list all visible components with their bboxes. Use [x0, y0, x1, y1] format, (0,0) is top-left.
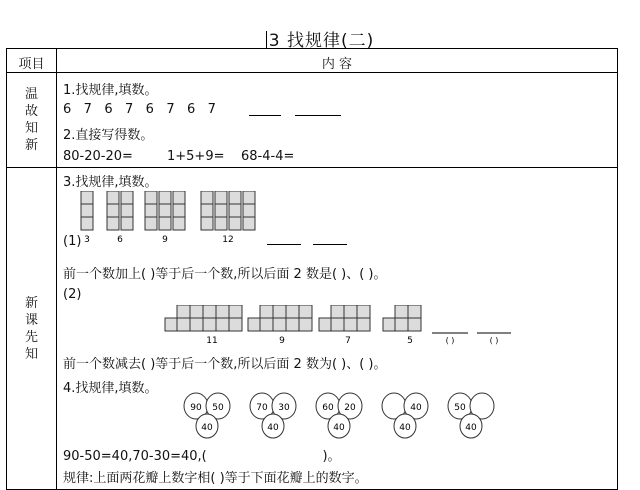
square-block — [273, 305, 286, 318]
calc-item: 80-20-20= — [63, 149, 133, 164]
square-block — [408, 305, 421, 318]
square-block — [243, 204, 255, 217]
petal-number: 60 — [322, 403, 334, 413]
square-block — [229, 217, 241, 230]
group-count-label: 11 — [206, 336, 218, 346]
part-2-text: 前一个数减去( )等于后一个数,所以后面 2 数为( )、( )。 — [63, 357, 387, 372]
part-2-label: (2) — [63, 287, 82, 302]
square-block — [165, 318, 177, 331]
square-block — [319, 318, 331, 331]
square-block — [201, 191, 213, 204]
answer-blank[interactable] — [295, 103, 341, 116]
header-divider — [7, 72, 617, 73]
answer-paren: ( ) — [445, 336, 455, 345]
square-block — [299, 305, 312, 318]
square-block — [145, 204, 157, 217]
header-item-label: 项目 — [18, 57, 45, 72]
square-block — [107, 191, 119, 204]
square-block — [159, 217, 171, 230]
group-count-label: 9 — [279, 336, 285, 346]
petal-number: 70 — [256, 403, 268, 413]
petal-number: 40 — [267, 423, 279, 433]
petal-number: 40 — [399, 423, 411, 433]
group-count-label: 6 — [117, 235, 123, 245]
page-title-text: 3 找规律(二) — [268, 31, 375, 51]
square-block — [344, 318, 357, 331]
square-block — [286, 305, 299, 318]
square-block — [395, 305, 408, 318]
square-groups-increasing — [77, 191, 277, 247]
square-block — [216, 318, 229, 331]
part-1-label: (1) — [63, 234, 82, 249]
square-block — [145, 191, 157, 204]
square-block — [203, 318, 216, 331]
square-block — [229, 318, 242, 331]
square-groups-decreasing — [162, 305, 512, 347]
square-block — [81, 191, 93, 204]
petal-number: 30 — [278, 403, 290, 413]
square-block — [383, 318, 395, 331]
square-block — [173, 204, 185, 217]
square-block — [344, 305, 357, 318]
group-count-label: 7 — [345, 336, 351, 346]
square-block — [121, 204, 133, 217]
petal-number: 20 — [344, 403, 356, 413]
answer-blank[interactable] — [313, 232, 347, 245]
sequence: 6 7 6 7 6 7 6 7 — [63, 102, 216, 117]
rule-line: 规律:上面两花瓣上数字相( )等于下面花瓣上的数字。 — [63, 471, 368, 486]
square-block — [173, 191, 185, 204]
square-block — [260, 305, 273, 318]
square-block — [81, 217, 93, 230]
group-count-label: 5 — [407, 336, 413, 346]
group-count-label: 12 — [222, 235, 234, 245]
petal-number: 40 — [333, 423, 345, 433]
answer-paren: ( ) — [489, 336, 499, 345]
square-block — [81, 204, 93, 217]
part-1-text: 前一个数加上( )等于后一个数,所以后面 2 数是( )、( )。 — [63, 267, 387, 282]
question-2: 2.直接写得数。 — [63, 128, 154, 143]
square-block — [243, 191, 255, 204]
petal-number: 90 — [190, 403, 202, 413]
square-block — [357, 318, 370, 331]
header-content-label: 内 容 — [321, 57, 353, 72]
square-block — [215, 204, 227, 217]
square-block — [121, 217, 133, 230]
equation-line: 90-50=40,70-30=40,( )。 — [63, 449, 341, 464]
square-block — [159, 191, 171, 204]
square-block — [121, 191, 133, 204]
flower-row — [177, 392, 507, 442]
section-divider — [7, 167, 617, 168]
square-block — [357, 305, 370, 318]
petal-number: 50 — [454, 403, 466, 413]
square-block — [243, 217, 255, 230]
square-block — [331, 305, 344, 318]
square-block — [395, 318, 408, 331]
square-block — [177, 305, 190, 318]
square-block — [145, 217, 157, 230]
calc-item: 68-4-4= — [241, 149, 295, 164]
square-block — [107, 204, 119, 217]
worksheet-table — [6, 48, 618, 490]
column-divider — [56, 49, 57, 489]
square-block — [331, 318, 344, 331]
group-count-label: 3 — [84, 235, 90, 245]
square-block — [203, 305, 216, 318]
square-block — [299, 318, 312, 331]
question-1: 1.找规律,填数。 — [63, 83, 158, 98]
square-block — [215, 217, 227, 230]
square-block — [229, 191, 241, 204]
square-block — [201, 204, 213, 217]
square-block — [190, 305, 203, 318]
question-4: 4.找规律,填数。 — [63, 381, 158, 396]
text-cursor — [266, 31, 267, 49]
section-label-preview: 新 课 先 知 — [24, 296, 38, 362]
square-block — [173, 217, 185, 230]
question-3: 3.找规律,填数。 — [63, 175, 158, 190]
square-block — [215, 191, 227, 204]
square-block — [286, 318, 299, 331]
petal-number: 40 — [201, 423, 213, 433]
square-block — [273, 318, 286, 331]
group-count-label: 9 — [162, 235, 168, 245]
square-block — [408, 318, 421, 331]
square-block — [177, 318, 190, 331]
petal-number: 40 — [410, 403, 422, 413]
answer-blank[interactable] — [267, 232, 301, 245]
petal-number: 40 — [465, 423, 477, 433]
square-block — [229, 204, 241, 217]
petal-number: 50 — [212, 403, 224, 413]
calc-item: 1+5+9= — [167, 149, 225, 164]
square-block — [159, 204, 171, 217]
square-block — [107, 217, 119, 230]
answer-blank[interactable] — [249, 103, 281, 116]
square-block — [248, 318, 260, 331]
square-block — [190, 318, 203, 331]
square-block — [216, 305, 229, 318]
square-block — [229, 305, 242, 318]
square-block — [201, 217, 213, 230]
section-label-review: 温 故 知 新 — [24, 87, 38, 153]
square-block — [260, 318, 273, 331]
